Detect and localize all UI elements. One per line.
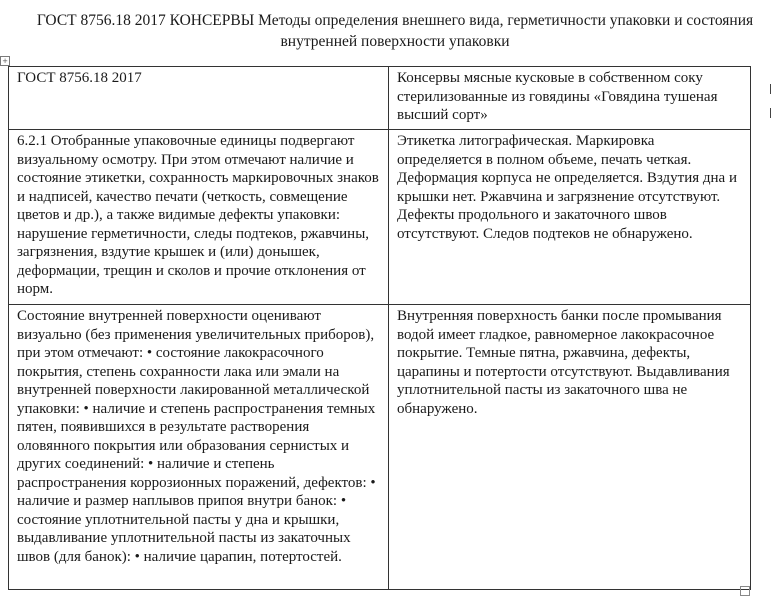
table-cell-product[interactable]: Консервы мясные кусковые в собственном соку стерилизованные из говядины «Говядина тушеная высший сорт» bbox=[389, 67, 751, 130]
table-row bbox=[9, 130, 751, 305]
table-resize-handle-icon[interactable] bbox=[740, 586, 750, 596]
end-of-row-mark bbox=[770, 84, 775, 94]
table-cell-method-appearance[interactable]: 6.2.1 Отобранные упаковочные единицы подвергают визуальному осмотру. При этом отмечают наличие и состояние этикетки, сохранность маркировочных знаков и надписей, качество печати (четкость, совмещение цветов и др.), а также видимые дефекты упаковки: нарушение герметичности, следы подтеков, ржавчины, загрязнения, вздутие крышек и (или) донышек, деформации, трещин и сколов и прочие отклонения от норм. bbox=[9, 130, 389, 305]
end-of-row-mark bbox=[770, 108, 775, 118]
table-row bbox=[9, 305, 751, 590]
table-row bbox=[9, 67, 751, 130]
table-move-handle-icon[interactable]: + bbox=[0, 56, 10, 66]
standards-comparison-table bbox=[8, 66, 751, 590]
table-cell-result-inner-surface[interactable]: Внутренняя поверхность банки после промывания водой имеет гладкое, равномерное лакокрасочное покрытие. Темные пятна, ржавчина, дефекты, царапины и потертости отсутствуют. Выдавливания уплотнительной пасты из закаточного шва не обнаружено. bbox=[389, 305, 751, 590]
table-cell-method-inner-surface[interactable]: Состояние внутренней поверхности оценивают визуально (без применения увеличительных приборов), при этом отмечают: • состояние лакокрасочного покрытия, степень сохранности лака или эмали на внутренней поверхности лакированной металлической упаковки: • наличие и степень распространения темных пятен, появившихся в результате растворения оловянного покрытия или образования сернистых и других соединений: • наличие и степень распространения коррозионных поражений, дефектов: • наличие и размер наплывов припоя внутри банок: • состояние уплотнительной пасты у дна и крышки, выдавливание уплотнительной пасты из закаточных швов (для банок): • наличие царапин, потертостей. bbox=[9, 305, 389, 590]
table-cell-standard[interactable]: ГОСТ 8756.18 2017 bbox=[9, 67, 389, 130]
document-title: ГОСТ 8756.18 2017 КОНСЕРВЫ Методы определения внешнего вида, герметичности упаковки и состояния внутренней поверхности упаковки bbox=[36, 12, 754, 50]
table-cell-result-appearance[interactable]: Этикетка литографическая. Маркировка определяется в полном объеме, печать четкая. Деформация корпуса не определяется. Вздутия дна и крышки нет. Ржавчина и загрязнение отсутствуют. Дефекты продольного и закаточного швов отсутствуют. Следов подтеков не обнаружено. bbox=[389, 130, 751, 305]
